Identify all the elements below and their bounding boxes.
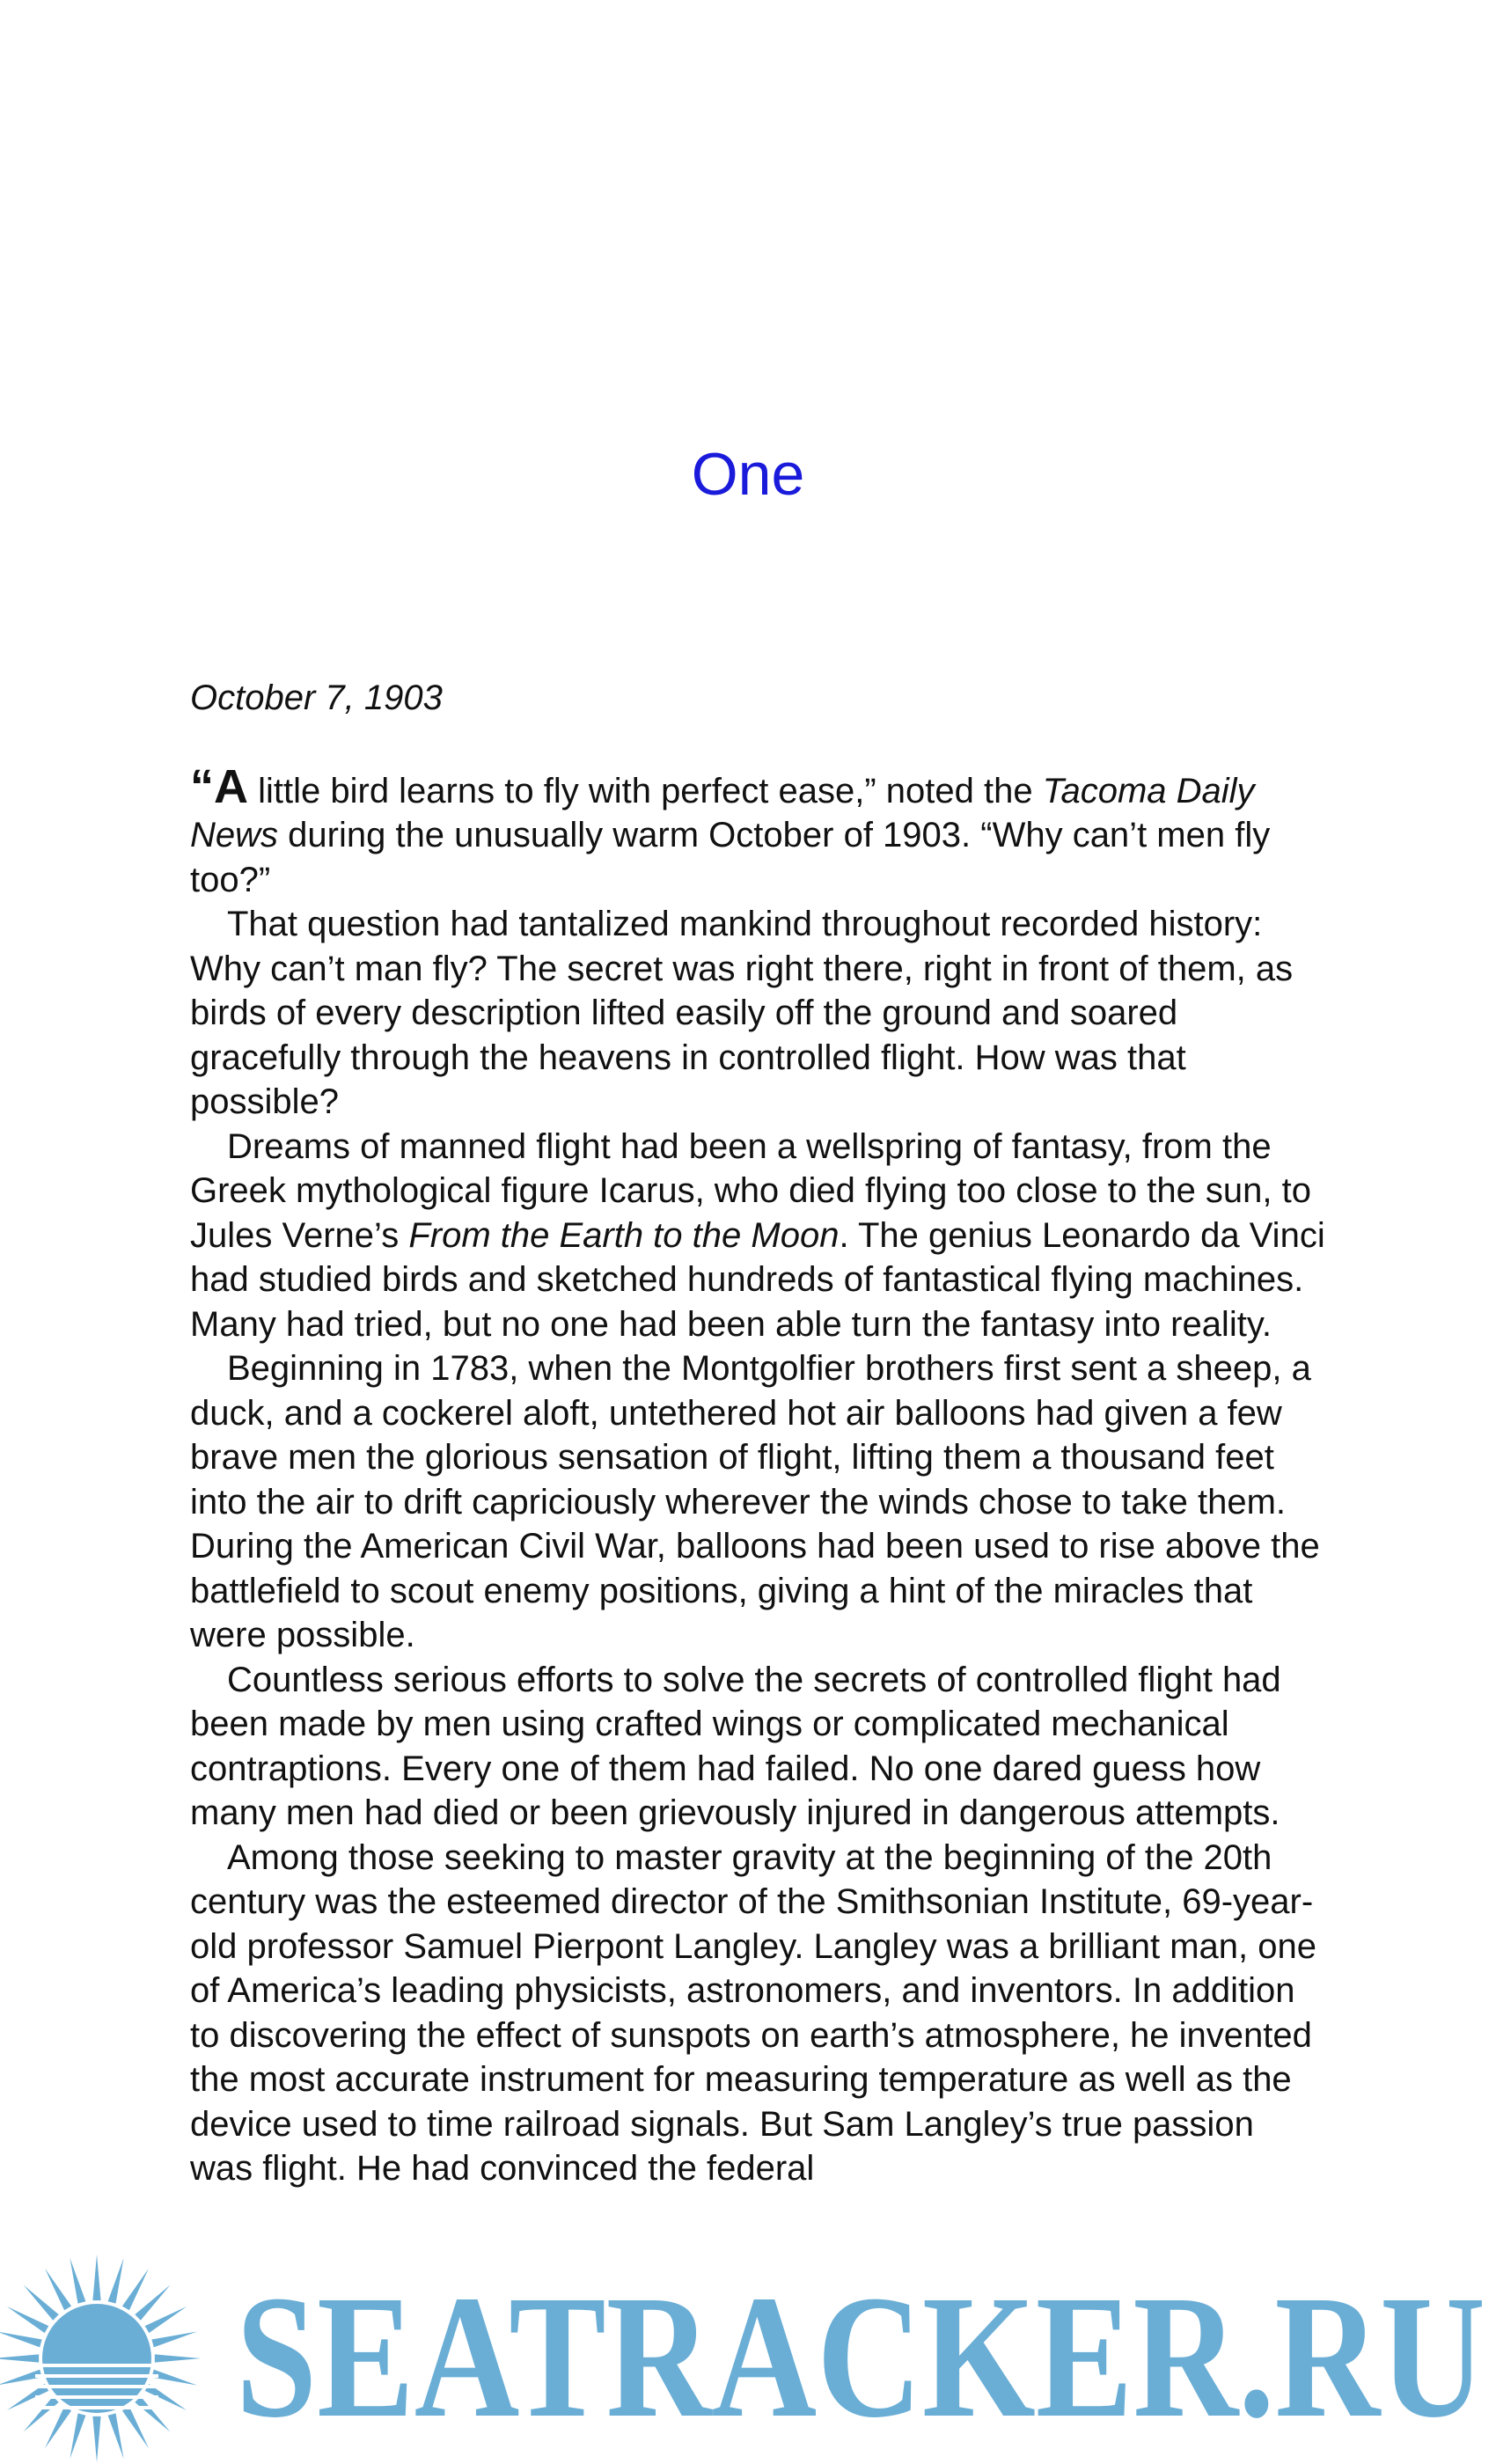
dateline: October 7, 1903 bbox=[190, 678, 443, 717]
paragraph-text: That question had tantalized mankind throughout recorded history: Why can’t man fly? The secret was right there, right in front of them, as birds of every description lifted easily off the ground and soared gracefully through the heavens in controlled flight. How was that possible? bbox=[190, 905, 1294, 1121]
paragraph-text: Countless serious efforts to solve the secrets of controlled flight had been made by men using crafted wings or complicated mechanical contraptions. Every one of them had failed. No one dared guess how many men had died or been grievously injured in dangerous attempts. bbox=[190, 1660, 1281, 1832]
chapter-title: One bbox=[691, 441, 805, 508]
paragraph-list bbox=[190, 759, 1325, 2191]
sun-icon bbox=[0, 2255, 201, 2462]
paragraph-text: Among those seeking to master gravity at the beginning of the 20th century was the esteemed director of the Smithsonian Institute, 69-year-old professor Samuel Pierpont Langley. Langley was a brilliant man, one of America’s leading physicists, astronomers, and inventors. In addition to discovering the effect of sunspots on earth’s atmosphere, he invented the most accurate instrument for measuring temperature as well as the device used to time railroad signals. But Sam Langley’s true passion was flight. He had convinced the federal bbox=[190, 1837, 1316, 2188]
paragraph bbox=[190, 1346, 1325, 1658]
paragraph bbox=[190, 902, 1325, 1125]
paragraph-text: during the unusually warm October of 1903. “Why can’t men fly too?” bbox=[190, 816, 1271, 899]
paragraph-text: Beginning in 1783, when the Montgolfier brothers first sent a sheep, a duck, and a cockerel aloft, untethered hot air balloons had given a few brave men the glorious sensation of flight, lifting them a thousand feet into the air to drift capriciously wherever the winds chose to take them. During the American Civil War, balloons had been used to rise above the battlefield to scout enemy positions, giving a hint of the miracles that were possible. bbox=[190, 1349, 1320, 1654]
paragraph bbox=[190, 759, 1325, 903]
paragraph-text: Dreams of manned flight had been a wellspring of fantasy, from the Greek mythological figure Icarus, who died flying too close to the sun, to Jules Verne’s bbox=[190, 1126, 1312, 1255]
paragraph-text: little bird learns to fly with perfect ease,” noted the bbox=[248, 771, 1043, 810]
paragraph bbox=[190, 1658, 1325, 1836]
watermark bbox=[0, 2235, 1496, 2464]
chapter-body bbox=[190, 676, 1325, 2191]
drop-cap: “A bbox=[190, 759, 248, 813]
paragraph-text: . The genius Leonardo da Vinci had studied birds and sketched hundreds of fantastical flying machines. Many had tried, but no one had been able turn the fantasy into reality. bbox=[190, 1215, 1325, 1344]
italic-title: From the Earth to the Moon bbox=[408, 1215, 840, 1255]
italic-title: Tacoma Daily News bbox=[190, 771, 1255, 854]
paragraph bbox=[190, 1836, 1325, 2191]
paragraph bbox=[190, 1125, 1325, 1347]
watermark-text: SEATRACKER.RU bbox=[236, 2260, 1485, 2454]
